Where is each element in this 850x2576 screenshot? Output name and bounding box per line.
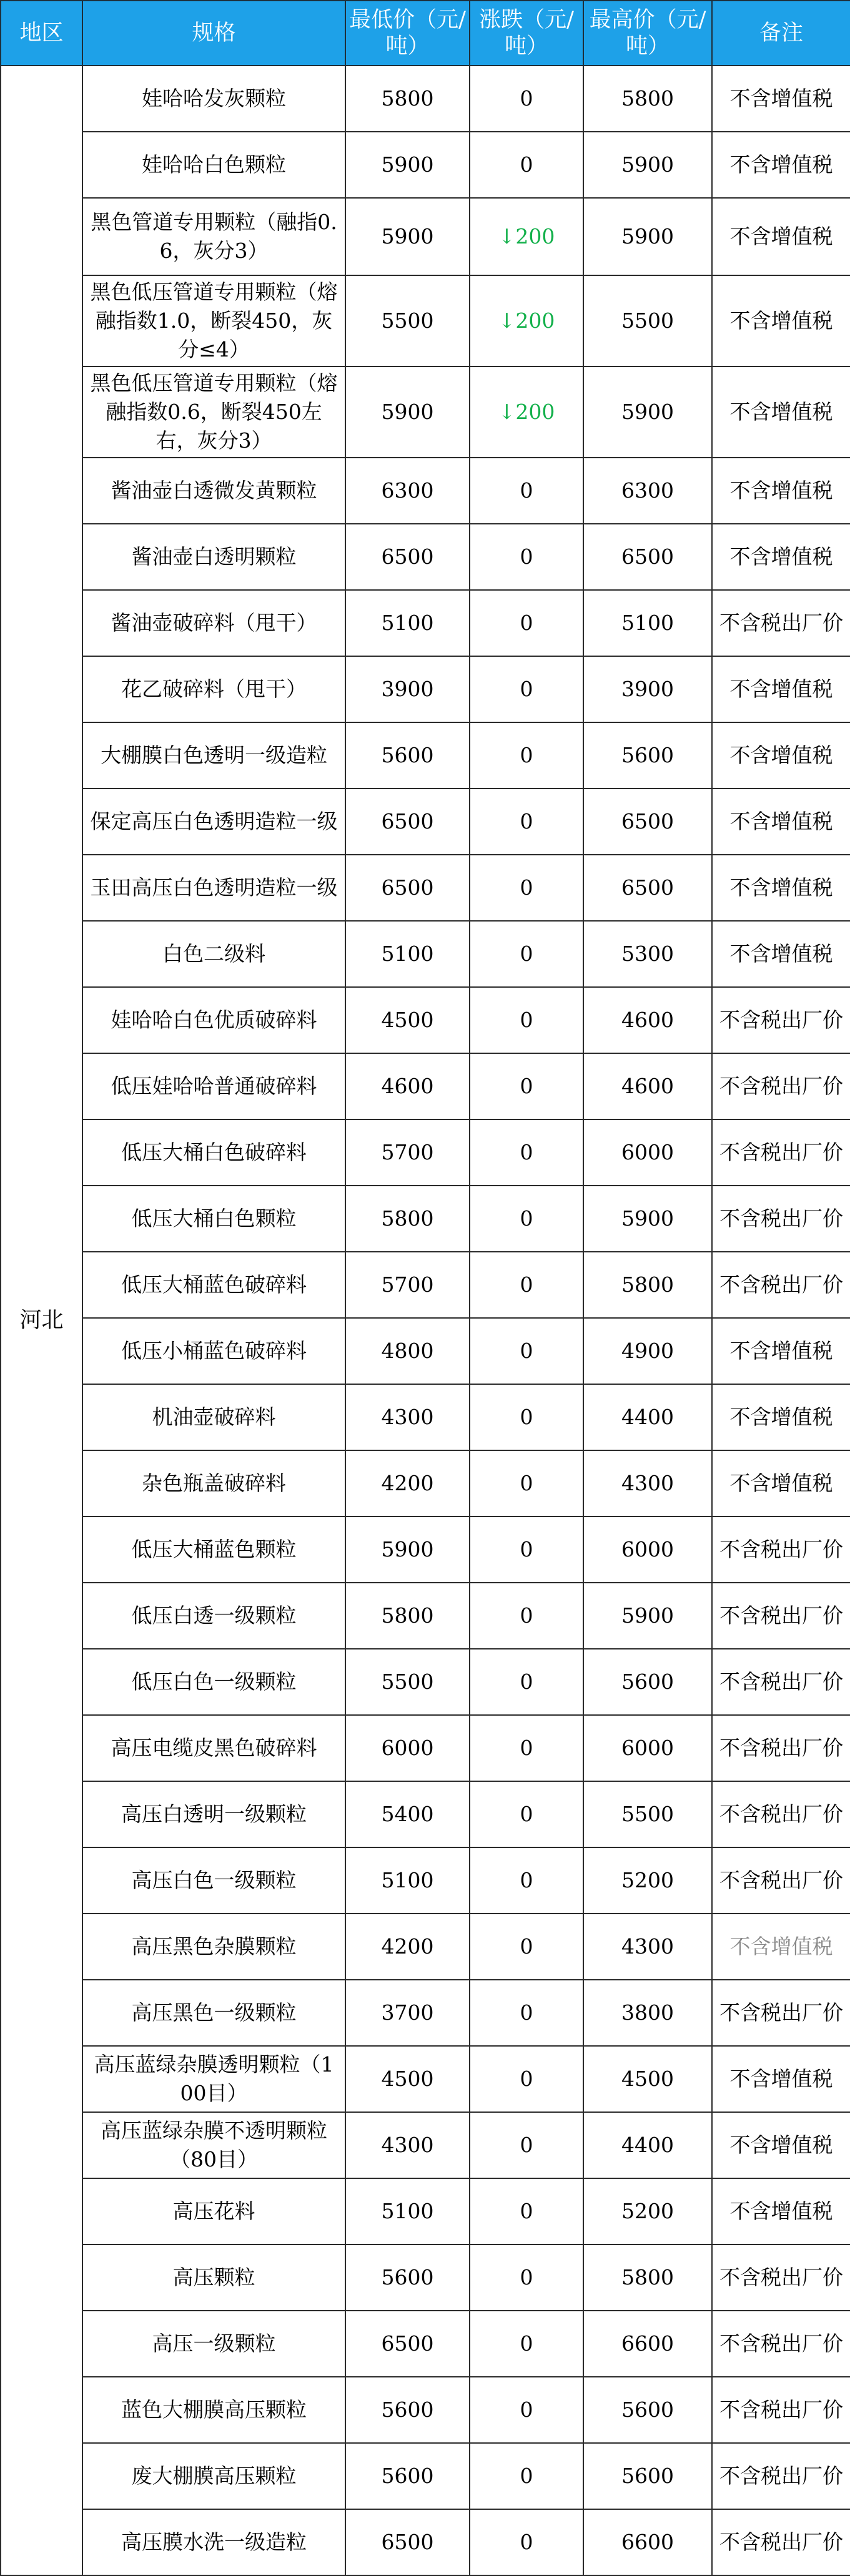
low-price-cell: 5900 [345,1517,470,1583]
low-price-cell: 4300 [345,2112,470,2178]
table-row [1,524,850,590]
low-price-cell: 5900 [345,132,470,198]
spec-cell: 高压白色一级颗粒 [82,1847,345,1914]
change-cell: 0 [470,1186,583,1252]
note-cell: 不含税出厂价 [712,2377,850,2443]
spec-cell: 黑色低压管道专用颗粒（熔融指数1.0，断裂450，灰分≤4） [82,275,345,366]
high-price-cell: 5600 [583,2377,712,2443]
spec-cell: 废大棚膜高压颗粒 [82,2443,345,2509]
table-row [1,1847,850,1914]
low-price-cell: 5600 [345,2244,470,2311]
low-price-cell: 5100 [345,1847,470,1914]
table-row [1,458,850,524]
high-price-cell: 6600 [583,2509,712,2575]
change-cell: 0 [470,987,583,1053]
change-cell: 0 [470,132,583,198]
low-price-cell: 5100 [345,921,470,987]
change-cell: 0 [470,789,583,855]
note-cell: 不含税出厂价 [712,1186,850,1252]
spec-cell: 酱油壶白透明颗粒 [82,524,345,590]
note-cell: 不含增值税 [712,458,850,524]
header-region: 地区 [1,1,82,66]
low-price-cell: 5900 [345,366,470,458]
spec-cell: 杂色瓶盖破碎料 [82,1450,345,1517]
change-cell: 0 [470,1053,583,1119]
change-cell: 0 [470,1583,583,1649]
spec-cell: 高压黑色一级颗粒 [82,1980,345,2046]
table-row [1,921,850,987]
spec-cell: 高压花料 [82,2178,345,2244]
low-price-cell: 4500 [345,2046,470,2112]
note-cell: 不含税出厂价 [712,1583,850,1649]
spec-cell: 玉田高压白色透明造粒一级 [82,855,345,921]
note-cell: 不含增值税 [712,132,850,198]
change-cell: 0 [470,1252,583,1318]
low-price-cell: 4200 [345,1914,470,1980]
low-price-cell: 5500 [345,275,470,366]
note-cell: 不含增值税 [712,1450,850,1517]
low-price-cell: 4300 [345,1384,470,1450]
table-row [1,1119,850,1186]
high-price-cell: 5200 [583,2178,712,2244]
note-cell: 不含税出厂价 [712,1649,850,1715]
change-cell: 0 [470,1318,583,1384]
high-price-cell: 6000 [583,1517,712,1583]
table-row [1,2112,850,2178]
note-cell: 不含增值税 [712,366,850,458]
change-cell: 0 [470,458,583,524]
low-price-cell: 6500 [345,524,470,590]
note-cell: 不含税出厂价 [712,1980,850,2046]
spec-cell: 娃哈哈白色优质破碎料 [82,987,345,1053]
table-row [1,1914,850,1980]
high-price-cell: 3900 [583,656,712,722]
low-price-cell: 5100 [345,2178,470,2244]
high-price-cell: 6600 [583,2311,712,2377]
change-cell: 0 [470,855,583,921]
high-price-cell: 4300 [583,1914,712,1980]
high-price-cell: 5300 [583,921,712,987]
low-price-cell: 5800 [345,1583,470,1649]
low-price-cell: 5600 [345,2443,470,2509]
note-cell: 不含增值税 [712,656,850,722]
table-row [1,590,850,656]
low-price-cell: 6500 [345,2509,470,2575]
spec-cell: 低压大桶蓝色颗粒 [82,1517,345,1583]
table-row [1,1583,850,1649]
spec-cell: 花乙破碎料（甩干） [82,656,345,722]
table-row [1,789,850,855]
spec-cell: 娃哈哈发灰颗粒 [82,66,345,132]
change-cell: ↓200 [470,275,583,366]
table-row [1,66,850,132]
low-price-cell: 5100 [345,590,470,656]
spec-cell: 白色二级料 [82,921,345,987]
table-row [1,366,850,458]
high-price-cell: 5900 [583,132,712,198]
high-price-cell: 5900 [583,1583,712,1649]
spec-cell: 低压大桶白色破碎料 [82,1119,345,1186]
note-cell: 不含增值税 [712,2112,850,2178]
header-spec: 规格 [82,1,345,66]
high-price-cell: 6000 [583,1715,712,1781]
note-cell: 不含税出厂价 [712,1847,850,1914]
change-cell: 0 [470,524,583,590]
change-cell: 0 [470,1715,583,1781]
spec-cell: 高压黑色杂膜颗粒 [82,1914,345,1980]
note-cell: 不含增值税 [712,921,850,987]
change-cell: 0 [470,1384,583,1450]
high-price-cell: 5800 [583,1252,712,1318]
spec-cell: 酱油壶白透微发黄颗粒 [82,458,345,524]
high-price-cell: 5200 [583,1847,712,1914]
high-price-cell: 4500 [583,2046,712,2112]
high-price-cell: 6500 [583,855,712,921]
high-price-cell: 5500 [583,1781,712,1847]
spec-cell: 低压娃哈哈普通破碎料 [82,1053,345,1119]
table-row [1,1384,850,1450]
note-cell: 不含增值税 [712,1914,850,1980]
note-cell: 不含税出厂价 [712,2311,850,2377]
low-price-cell: 5800 [345,1186,470,1252]
low-price-cell: 3900 [345,656,470,722]
note-cell: 不含税出厂价 [712,1119,850,1186]
spec-cell: 高压电缆皮黑色破碎料 [82,1715,345,1781]
change-cell: 0 [470,722,583,789]
low-price-cell: 6000 [345,1715,470,1781]
change-cell: 0 [470,590,583,656]
spec-cell: 机油壶破碎料 [82,1384,345,1450]
table-row [1,1715,850,1781]
low-price-cell: 6500 [345,855,470,921]
high-price-cell: 4900 [583,1318,712,1384]
note-cell: 不含税出厂价 [712,1252,850,1318]
high-price-cell: 4600 [583,987,712,1053]
table-row [1,2178,850,2244]
change-cell: ↓200 [470,366,583,458]
low-price-cell: 4800 [345,1318,470,1384]
note-cell: 不含增值税 [712,66,850,132]
change-cell: 0 [470,1119,583,1186]
high-price-cell: 5900 [583,1186,712,1252]
low-price-cell: 5700 [345,1252,470,1318]
note-cell: 不含税出厂价 [712,2244,850,2311]
change-cell: 0 [470,1450,583,1517]
high-price-cell: 6000 [583,1119,712,1186]
table-row [1,2311,850,2377]
table-row [1,275,850,366]
high-price-cell: 5600 [583,2443,712,2509]
high-price-cell: 5600 [583,722,712,789]
note-cell: 不含增值税 [712,524,850,590]
note-cell: 不含增值税 [712,1384,850,1450]
table-row [1,855,850,921]
spec-cell: 低压白透一级颗粒 [82,1583,345,1649]
spec-cell: 娃哈哈白色颗粒 [82,132,345,198]
change-cell: 0 [470,66,583,132]
spec-cell: 高压蓝绿杂膜透明颗粒（100目） [82,2046,345,2112]
high-price-cell: 4400 [583,2112,712,2178]
low-price-cell: 5600 [345,2377,470,2443]
spec-cell: 低压小桶蓝色破碎料 [82,1318,345,1384]
table-row [1,2443,850,2509]
low-price-cell: 5500 [345,1649,470,1715]
spec-cell: 高压蓝绿杂膜不透明颗粒（80目） [82,2112,345,2178]
change-cell: 0 [470,2377,583,2443]
high-price-cell: 5600 [583,1649,712,1715]
change-cell: 0 [470,2311,583,2377]
high-price-cell: 6500 [583,524,712,590]
spec-cell: 酱油壶破碎料（甩干） [82,590,345,656]
spec-cell: 黑色管道专用颗粒（融指0.6，灰分3） [82,198,345,275]
low-price-cell: 4600 [345,1053,470,1119]
change-cell: 0 [470,656,583,722]
table-row [1,987,850,1053]
table-row [1,132,850,198]
note-cell: 不含税出厂价 [712,2509,850,2575]
header-high-price: 最高价（元/吨） [583,1,712,66]
note-cell: 不含税出厂价 [712,1715,850,1781]
low-price-cell: 6500 [345,789,470,855]
note-cell: 不含增值税 [712,198,850,275]
table-row [1,1053,850,1119]
high-price-cell: 6500 [583,789,712,855]
spec-cell: 高压一级颗粒 [82,2311,345,2377]
note-cell: 不含增值税 [712,275,850,366]
spec-cell: 保定高压白色透明造粒一级 [82,789,345,855]
note-cell: 不含增值税 [712,1318,850,1384]
spec-cell: 高压颗粒 [82,2244,345,2311]
note-cell: 不含增值税 [712,789,850,855]
low-price-cell: 5900 [345,198,470,275]
high-price-cell: 6300 [583,458,712,524]
change-cell: 0 [470,1980,583,2046]
change-cell: 0 [470,2112,583,2178]
low-price-cell: 6500 [345,2311,470,2377]
low-price-cell: 6300 [345,458,470,524]
low-price-cell: 5400 [345,1781,470,1847]
note-cell: 不含增值税 [712,722,850,789]
change-cell: 0 [470,1517,583,1583]
header-change: 涨跌（元/吨） [470,1,583,66]
note-cell: 不含增值税 [712,2046,850,2112]
table-row [1,2244,850,2311]
header-note: 备注 [712,1,850,66]
table-row [1,656,850,722]
low-price-cell: 4200 [345,1450,470,1517]
change-cell: 0 [470,1649,583,1715]
note-cell: 不含税出厂价 [712,1517,850,1583]
table-row [1,198,850,275]
note-cell: 不含税出厂价 [712,2443,850,2509]
note-cell: 不含税出厂价 [712,590,850,656]
low-price-cell: 3700 [345,1980,470,2046]
high-price-cell: 5800 [583,66,712,132]
table-row [1,1781,850,1847]
header-low-price: 最低价（元/吨） [345,1,470,66]
spec-cell: 低压大桶蓝色破碎料 [82,1252,345,1318]
high-price-cell: 4400 [583,1384,712,1450]
table-row [1,1318,850,1384]
change-cell: 0 [470,2443,583,2509]
table-row [1,1980,850,2046]
spec-cell: 低压白色一级颗粒 [82,1649,345,1715]
change-cell: 0 [470,921,583,987]
spec-cell: 蓝色大棚膜高压颗粒 [82,2377,345,2443]
table-row [1,1252,850,1318]
region-cell: 河北 [1,66,82,2575]
high-price-cell: 4300 [583,1450,712,1517]
table-row [1,722,850,789]
change-cell: 0 [470,1781,583,1847]
table-row [1,1186,850,1252]
spec-cell: 高压膜水洗一级造粒 [82,2509,345,2575]
table-row [1,2509,850,2575]
note-cell: 不含增值税 [712,2178,850,2244]
note-cell: 不含税出厂价 [712,1053,850,1119]
spec-cell: 黑色低压管道专用颗粒（熔融指数0.6，断裂450左右，灰分3） [82,366,345,458]
header-row [1,1,850,66]
low-price-cell: 4500 [345,987,470,1053]
low-price-cell: 5700 [345,1119,470,1186]
table-row [1,1450,850,1517]
low-price-cell: 5600 [345,722,470,789]
table-row [1,1517,850,1583]
spec-cell: 低压大桶白色颗粒 [82,1186,345,1252]
change-cell: ↓200 [470,198,583,275]
change-cell: 0 [470,2509,583,2575]
note-cell: 不含税出厂价 [712,987,850,1053]
spec-cell: 高压白透明一级颗粒 [82,1781,345,1847]
high-price-cell: 5900 [583,366,712,458]
high-price-cell: 5900 [583,198,712,275]
table-row [1,2377,850,2443]
note-cell: 不含增值税 [712,855,850,921]
spec-cell: 大棚膜白色透明一级造粒 [82,722,345,789]
high-price-cell: 3800 [583,1980,712,2046]
change-cell: 0 [470,1914,583,1980]
note-cell: 不含税出厂价 [712,1781,850,1847]
high-price-cell: 5100 [583,590,712,656]
change-cell: 0 [470,2244,583,2311]
table-row [1,1649,850,1715]
high-price-cell: 5800 [583,2244,712,2311]
low-price-cell: 5800 [345,66,470,132]
table-row [1,2046,850,2112]
high-price-cell: 5500 [583,275,712,366]
change-cell: 0 [470,2046,583,2112]
high-price-cell: 4600 [583,1053,712,1119]
change-cell: 0 [470,1847,583,1914]
change-cell: 0 [470,2178,583,2244]
